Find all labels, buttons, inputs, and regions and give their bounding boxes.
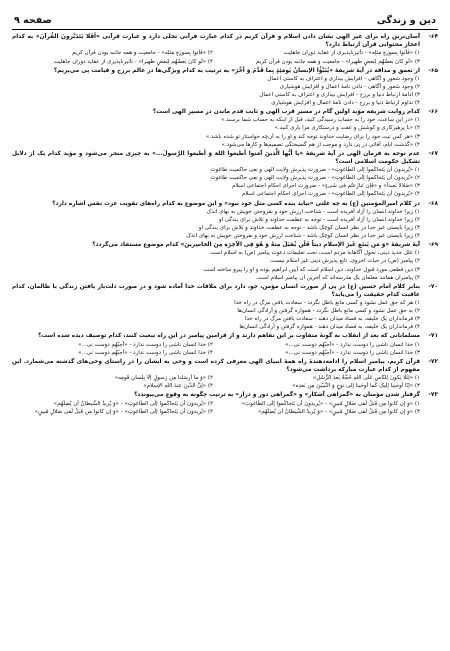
answer-option[interactable]: ۲) پیامبر (ص) در حیات اخروی، تابع پذیرش دینی غیر اسلام نیست. (269, 258, 420, 265)
options-group (12, 49, 420, 65)
answer-option[interactable]: ۳) «وَ إن کانوا مِن قَبلُ لَفی ضَلالٍ مُبینٍ» - «وَ یُریدُ الشَّیطانُ أن یُضِلَّهُم» (257, 408, 420, 415)
question-number: ۶۷- (428, 150, 438, 157)
question (12, 33, 438, 66)
question-number: ۶۴- (428, 34, 438, 40)
question-stem (12, 283, 438, 299)
answer-option[interactable]: ۳) ادامهٔ ارتباط دنیا و برزخ - افزایش بیداری و اعتراف به کاستی اعمال (259, 91, 420, 98)
options-group (12, 208, 420, 240)
question (12, 200, 438, 241)
options-group (12, 400, 420, 416)
options-group (12, 166, 420, 198)
question-stem (12, 241, 438, 249)
answer-option[interactable]: ۲) به حق عمل نشود و کسی مانع باطل نگردد - همواره گرفتن و آرادگی انسان‌ها (237, 308, 420, 315)
answer-option[interactable]: ۴) پیامبران همانند معلمان یک مدرسه‌اند که آخرین آن پیامبر اسلام است. (255, 274, 420, 281)
answer-option[interactable]: ۲) خدا انسان ناشی را دوست ندارد - «اُحِبّهُم دوست نی...» (78, 341, 213, 348)
question-text: بنابر کلام امام حسین (ع) در پی از صورت انسان مؤمن، جو، دارد برای ملاقات خدا آماده شود و در صورت ذلت‌بار یافتن زندگی با ظالمان، کدام عاقبت کدام حقیقت را می‌یابد؟ (12, 283, 420, 298)
answer-option[interactable]: ۴) فرمانداران یک خلیفه، به فساد میدان دهند - همواره گرفتن و آرادگی انسان‌ها (239, 324, 420, 331)
answer-option[interactable]: ۱) هر که حق عمل نشود و کسی مانع باطل نگردد - سعادت یافتن مرگ در راه خدا (234, 300, 420, 307)
options-group (12, 249, 420, 281)
answer-option[interactable]: ۲) «وَ ما أرسَلنا مِن رَسولٍ إلّا بِلِسانِ قَومِه» (114, 375, 213, 382)
question (12, 67, 438, 108)
options-group (12, 374, 420, 390)
answer-option[interactable]: ۱) «فَأتوا بِسورَةٍ مِثلِه» - تأثیرناپذیری از عقاید دوران جاهلیت (283, 50, 420, 57)
question (12, 283, 438, 332)
answer-option[interactable]: ۲) «با پرهیزکاری و کوشش و عفت و درستکاری مرا یاری کنید.» (274, 125, 420, 132)
options-group (12, 75, 420, 107)
answer-option[interactable]: ۴) «إنَّ الدّینَ عِندَ اللهِ الإسلام» (143, 383, 213, 390)
page-title: دین و زندگی (376, 15, 436, 26)
question (12, 358, 438, 391)
question-number: ۶۵- (428, 67, 438, 74)
question-number: ۶۸- (428, 200, 438, 207)
question-text: کدام روایت شریفه مؤید اولین گام در مسیر قرب الهی و ثابت قدم ماندن در مسیر الهی است؟ (152, 109, 420, 116)
question-text: گرفتار شدن مؤمنان به «گمراهی آشکار» و «گمراهی دور و دراز» به ترتیب چگونه به وقوع می‌پیوندد؟ (134, 392, 420, 399)
answer-option[interactable]: ۱) «وَ إن کانوا مِن قَبلُ لَفی ضَلالٍ مُبینٍ» - «یُریدونَ أن یَتَحاکَموا إلَی الطّاغوتِ» (241, 400, 420, 407)
answer-option[interactable]: ۳) دین قطعی مورد قبول خداوند، دین اسلام است که آیین ابراهیم بوده و او را پیرو ساخته است. (202, 266, 420, 273)
questions-list (12, 30, 438, 416)
answer-option[interactable]: ۴) «گذشت ایام، آفاتی در پی دارد و موجب از هم گسیختگی تصمیم‌ها و کارها می‌شود.» (221, 141, 420, 148)
question (12, 391, 438, 415)
question-stem (12, 332, 438, 340)
question-text: در کلام امیرالمؤمنین (ع) به چه علتی «نباید بنده کسی مثل خود نبود» و این موضوع به کدام راه‌های تقویت عزت نفس اشاره دارد؟ (52, 200, 420, 207)
question-number: ۷۰- (428, 283, 438, 290)
question-stem (12, 391, 438, 399)
page-number: صفحه ۹ (14, 15, 52, 26)
answer-option[interactable]: ۴) «یُریدونَ أن یَتَحاکَموا إلَی الطّاغوتِ» - «وَ إن کانوا مِن قَبلُ لَفی ضَلالٍ مُبینٍ» (34, 408, 213, 415)
question-stem (12, 108, 438, 116)
question-stem (12, 150, 438, 166)
question-text: آسان‌ترین راه برای غیر الهی نشان دادن اسلام و قرآن کریم در کدام عبارت قرآنی تجلی دارد و عبارت قرآنی «اَفَلا یَتَدَبَّرونَ القُرآنَ» به کدام اعجاز محتوایی قرآن ارتباط دارد؟ (12, 34, 420, 49)
answer-option[interactable]: ۳) «هر کس نیت خود را برای رضایت خداوند توجه کند و او را به آن‌چه خواستار تو شده باشد.» (205, 133, 420, 140)
answer-option[interactable]: ۱) علل جدید دینی، تحول آگاهانهٔ مردم است، تحت تعلیمات دعوت پیامبر (ص) به اسلام است. (208, 250, 420, 257)
answer-option[interactable]: ۳) خدا انسان ناشی را دوست ندارد - «اُحِبّهُم دوست نی...» (285, 349, 420, 356)
question-text: عدم توجه به فرمان الهی در آیهٔ شریفهٔ «یا أیُّها الَّذینَ آمَنوا أطیعوا اللهَ وَ أطیعوا الرَّسولَ...» به چیزی منجر می‌شود و مؤید کدام یک از دلایل تشکیل حکومت اسلامی است؟ (12, 150, 420, 165)
question-text: از تعمق و مداقه در آیهٔ شریفهٔ «یُنَبَّؤُا الإنسانُ یَومَئِذٍ بِما قَدَّمَ وَ أخَّرَ» به ترتیب به کدام ویژگی‌ها در عالم برزخ و قیامت پی می‌بریم؟ (53, 67, 420, 74)
answer-option[interactable]: ۴) زیرا بایستی غیر خدا در نظر انسان کوچک باشد - شناخت ارزش خود و نفروختن خویش به بهای اندک (186, 233, 420, 240)
question (12, 332, 438, 356)
answer-option[interactable]: ۳) «ضَلالاً بَعیداً» و «فَإن تَنازَعتُم فی شَیءٍ» - ضرورت اجرای احکام اجتماعی اسلام (232, 183, 420, 190)
options-group (12, 341, 420, 357)
answer-option[interactable]: ۱) «در این ساعت، خود را به حساب رسیدگی کنید، قبل از اینکه به حساب شما برسند.» (221, 117, 420, 124)
question-text: مسلمانانی که بعد از انقلاب به گونهٔ متفاوت بر این تفاهم دارند و از فرامین پیامبر در این راه تبعیت کنند، کدام توصیف دیده شده است؟ (38, 333, 420, 340)
question-number: ۷۳- (428, 392, 438, 399)
answer-option[interactable]: ۴) «یُریدونَ أن یَتَحاکَموا إلَی الطّاغوتِ» - ضرورت اجرای احکام اجتماعی اسلام (241, 191, 420, 198)
options-group (12, 116, 420, 148)
question-stem (12, 33, 438, 49)
page-header (12, 0, 438, 30)
answer-option[interactable]: ۴) «لَو کانَ بَعضُهُم لِبَعضٍ ظَهیرا» - تأثیرناپذیری از عقاید دوران جاهلیت (53, 58, 213, 65)
options-group (12, 299, 420, 331)
question-number: ۷۲- (428, 358, 438, 365)
answer-option[interactable]: ۲) «یُریدونَ أن یَتَحاکَموا إلَی الطّاغوتِ» - ضرورت پذیرش ولایت الهی و نفی حاکمیت طاغوت (210, 175, 420, 182)
answer-option[interactable]: ۲) زیرا خداوند انسان را آزاد آفریده است - توجه به عظمت خداوند و تلاش برای بندگی او (218, 216, 420, 223)
question-number: ۷۱- (428, 333, 438, 340)
answer-option[interactable]: ۲) «یُریدونَ أن یَتَحاکَموا إلَی الطّاغوتِ» - «وَ یُریدُ الشَّیطانُ أن یُضِلَّهُم» (53, 400, 213, 407)
question-number: ۶۹- (428, 242, 438, 249)
question (12, 108, 438, 149)
question-stem (12, 67, 438, 75)
answer-option[interactable]: ۱) «لِئَلّا یَکونَ لِلنّاسِ عَلَی اللهِ حُجَّةٌ بَعدَ الرُّسُلِ» (312, 375, 420, 382)
question-stem (12, 200, 438, 208)
question (12, 241, 438, 282)
answer-option[interactable]: ۱) وجود شعور و آگاهی - افزایش بیداری و اعتراف به کاستی اعمال (267, 75, 420, 82)
answer-option[interactable]: ۳) فرمانداران یک خلیفه، به فساد میدان دهند - سعادت یافتن مرگ در راه خدا (244, 316, 420, 323)
answer-option[interactable]: ۳) «إنّا أوحَینا إلَیکَ کَما أوحَینا إلی نوحٍ وَ النَّبیّینَ مِن بَعدِه» (292, 383, 420, 390)
answer-option[interactable]: ۱) «یُریدونَ أن یَتَحاکَموا إلَی الطّاغوتِ» - ضرورت پذیرش ولایت الهی و نفی حاکمیت طاغوت (210, 167, 420, 174)
question-text: آیهٔ شریفهٔ «وَ مَن یَبتَغِ غَیرَ الإسلامِ دیناً فَلَن یُقبَلَ مِنهُ وَ هُوَ فِی الآخِرَةِ مِنَ الخاسِرینَ» کدام موضوع مستفاد می‌گردد؟ (92, 242, 420, 249)
question (12, 150, 438, 199)
answer-option[interactable]: ۲) وجود شعور و آگاهی - دادن نامهٔ اعمال و افزایش هوشیاری (279, 83, 420, 90)
answer-option[interactable]: ۴) تداوم ارتباط دنیا و برزخ - دادن نامهٔ اعمال و افزایش هوشیاری (271, 100, 420, 107)
answer-option[interactable]: ۱) خدا انسان ناشی را دوست ندارد - «اُحِبّهُم دوست نی...» (285, 341, 420, 348)
answer-option[interactable]: ۳) زیرا بایستی غیر خدا در نظر انسان کوچک باشد - توجه به عظمت خداوند و تلاش برای بندگی او (198, 224, 420, 231)
answer-option[interactable]: ۲) «فَأتوا بِسورَةٍ مِثلِه» - جامعیت و همه جانبه بودن قرآن کریم (71, 50, 213, 57)
question-number: ۶۶- (428, 109, 438, 116)
question-stem (12, 358, 438, 374)
answer-option[interactable]: ۱) زیرا خداوند انسان را آزاد آفریده است - شناخت ارزش خود و نفروختن خویش به بهای اندک (206, 208, 420, 215)
answer-option[interactable]: ۳) «لَو کانَ بَعضُهُم لِبَعضٍ ظَهیرا» - جامعیت و همه جانبه بودن قرآن کریم (256, 58, 420, 65)
answer-option[interactable]: ۴) خدا انسان ناشی را دوست ندارد - «اُحِبّهُم دوست نی...» (78, 349, 213, 356)
question-text: قرآن کریم، پیامبر اسلام را ادامه‌دهندهٔ راه همهٔ انبیای الهی معرفی کرده است و وحی به ایشان را در راستای وحی‌های گذشته می‌شمارد. این مفهوم از کدام عبارت مبارکه برداشت می‌شود؟ (12, 358, 420, 374)
